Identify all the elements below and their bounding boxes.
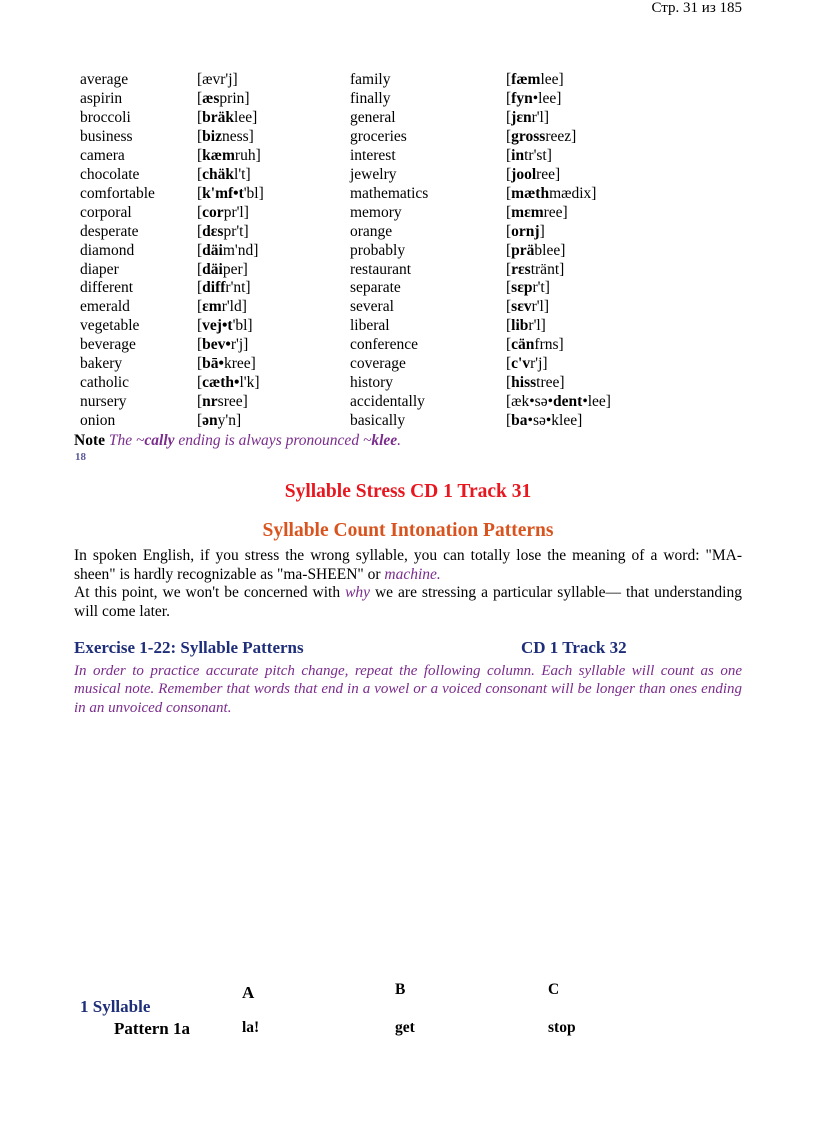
vocab-pronunciation: [bā•kree] [197,355,256,373]
vocab-row [80,298,611,317]
vocab-word: chocolate [80,165,140,183]
vocab-row [80,204,611,223]
note-text: The ~cally ending is always pronounced ~klee. [108,432,402,449]
vocab-pronunciation: [æk•sə•dent•lee] [506,393,611,411]
note-label: Note [74,432,105,449]
vocab-word: history [350,374,394,392]
vocab-pronunciation: [rɛstränt] [506,260,565,278]
vocab-pronunciation: [nrsree] [197,393,248,411]
exercise-instructions: In order to practice accurate pitch change, repeat the following column. Each syllable will count as one musical note. Remember that words that end in a vowel or a voiced consonant will be longer than ones ending in an unvoiced consonant. [74,663,742,716]
vocab-pronunciation: [diffr'nt] [197,279,251,297]
vocab-word: onion [80,412,116,430]
vocab-pronunciation: [intr'st] [506,146,552,164]
vocab-pronunciation: [hisstree] [506,374,565,392]
vocab-pronunciation: [æsprin] [197,89,250,107]
vocab-pronunciation: [ornj] [506,222,545,240]
vocab-word: conference [350,336,418,354]
vocabulary-table [80,71,611,431]
vocab-word: emerald [80,298,130,316]
vocab-pronunciation: [sɛpr't] [506,279,550,297]
vocab-pronunciation: [chäkl't] [197,165,251,183]
vocab-word: catholic [80,374,130,392]
pattern-cell-b: get [395,1019,415,1036]
vocab-pronunciation: [kæmruh] [197,146,261,164]
vocab-word: coverage [350,355,406,373]
pattern-label: Pattern 1a [114,1019,191,1038]
vocab-pronunciation: [mæthmædix] [506,184,597,202]
vocab-pronunciation: [däiper] [197,260,248,278]
vocab-row [80,71,611,90]
vocab-word: groceries [350,127,407,145]
vocab-word: diamond [80,241,135,259]
vocab-row [80,374,611,393]
vocab-word: vegetable [80,317,140,335]
vocab-word: beverage [80,336,136,354]
vocab-word: memory [350,203,402,221]
vocab-word: mathematics [350,184,429,202]
column-header-a: A [242,983,255,1002]
page-indicator: Стр. 31 из 185 [651,0,742,16]
vocab-word: nursery [80,393,127,411]
paragraph-why: At this point, we won't be concerned with why we are stressing a particular syllable— that understanding will come later. [74,584,742,620]
vocab-word: basically [350,412,406,430]
vocab-word: interest [350,146,396,164]
exercise-track: CD 1 Track 32 [521,638,627,657]
vocab-word: separate [350,279,401,297]
vocab-pronunciation: [cæth•l'k] [197,374,260,392]
syllable-count-label: 1 Syllable [80,997,151,1016]
vocab-word: camera [80,146,125,164]
vocab-pronunciation: [fyn•lee] [506,89,562,107]
vocab-row [80,279,611,298]
vocab-row [80,336,611,355]
column-header-c: C [548,981,560,998]
vocab-pronunciation: [däim'nd] [197,241,259,259]
vocab-word: restaurant [350,260,412,278]
vocab-row [80,185,611,204]
vocab-row [80,147,611,166]
column-header-b: B [395,981,406,998]
pattern-cell-c: stop [548,1019,576,1036]
vocab-word: comfortable [80,184,155,202]
vocab-word: broccoli [80,108,131,126]
vocab-pronunciation: [joolree] [506,165,561,183]
vocab-pronunciation: [ba•sə•klee] [506,412,583,430]
section-title: Syllable Stress CD 1 Track 31 [284,481,532,502]
vocab-row [80,166,611,185]
vocab-word: desperate [80,222,139,240]
vocab-row [80,393,611,412]
note-line [74,432,401,450]
vocab-row [80,261,611,280]
vocab-word: different [80,279,134,297]
vocab-pronunciation: [ævr'j] [197,71,238,88]
vocab-word: diaper [80,260,119,278]
vocab-pronunciation: [corpr'l] [197,203,249,221]
section-subtitle: Syllable Count Intonation Patterns [262,520,554,541]
vocab-pronunciation: [vej•t'bl] [197,317,253,335]
vocab-pronunciation: [grossreez] [506,127,577,145]
vocab-row [80,242,611,261]
vocab-row [80,317,611,336]
vocab-row [80,109,611,128]
vocab-pronunciation: [əny'n] [197,412,242,430]
vocab-pronunciation: [mɛmree] [506,203,568,221]
vocab-word: liberal [350,317,390,335]
vocab-word: aspirin [80,89,123,107]
vocab-pronunciation: [jɛnr'l] [506,108,550,126]
paragraph-stress: In spoken English, if you stress the wrong syllable, you can totally lose the meaning of a word: "MA-sheen" is hardly recognizable as "ma-SHEEN" or machine. [74,547,742,583]
vocab-word: average [80,71,129,88]
vocab-row [80,128,611,147]
vocab-word: general [350,108,396,126]
vocab-pronunciation: [c'vr'j] [506,355,548,373]
vocab-pronunciation: [cänfrns] [506,336,564,354]
vocab-word: family [350,71,391,88]
vocab-pronunciation: [bev•r'j] [197,336,249,354]
vocab-pronunciation: [präblee] [506,241,566,259]
vocab-row [80,223,611,242]
vocab-word: corporal [80,203,132,221]
pattern-cell-a: la! [242,1019,260,1036]
vocab-pronunciation: [k'mf•t'bl] [197,184,264,202]
book-page-number: 18 [75,451,86,463]
vocab-pronunciation: [ɛmr'ld] [197,298,247,316]
vocab-pronunciation: [fæmlee] [506,71,564,88]
vocab-word: business [80,127,133,145]
vocab-word: accidentally [350,393,425,411]
vocab-pronunciation: [bräklee] [197,108,258,126]
vocab-row [80,412,611,431]
vocab-word: bakery [80,355,123,373]
vocab-word: several [350,298,394,316]
exercise-title: Exercise 1-22: Syllable Patterns [74,638,304,657]
vocab-pronunciation: [bizness] [197,127,254,145]
vocab-word: finally [350,89,391,107]
vocab-word: orange [350,222,393,240]
vocab-row [80,90,611,109]
vocab-word: jewelry [350,165,397,183]
vocab-row [80,355,611,374]
vocab-pronunciation: [libr'l] [506,317,546,335]
vocab-pronunciation: [dɛspr't] [197,222,249,240]
vocab-word: probably [350,241,406,259]
vocab-pronunciation: [sɛvr'l] [506,298,550,316]
